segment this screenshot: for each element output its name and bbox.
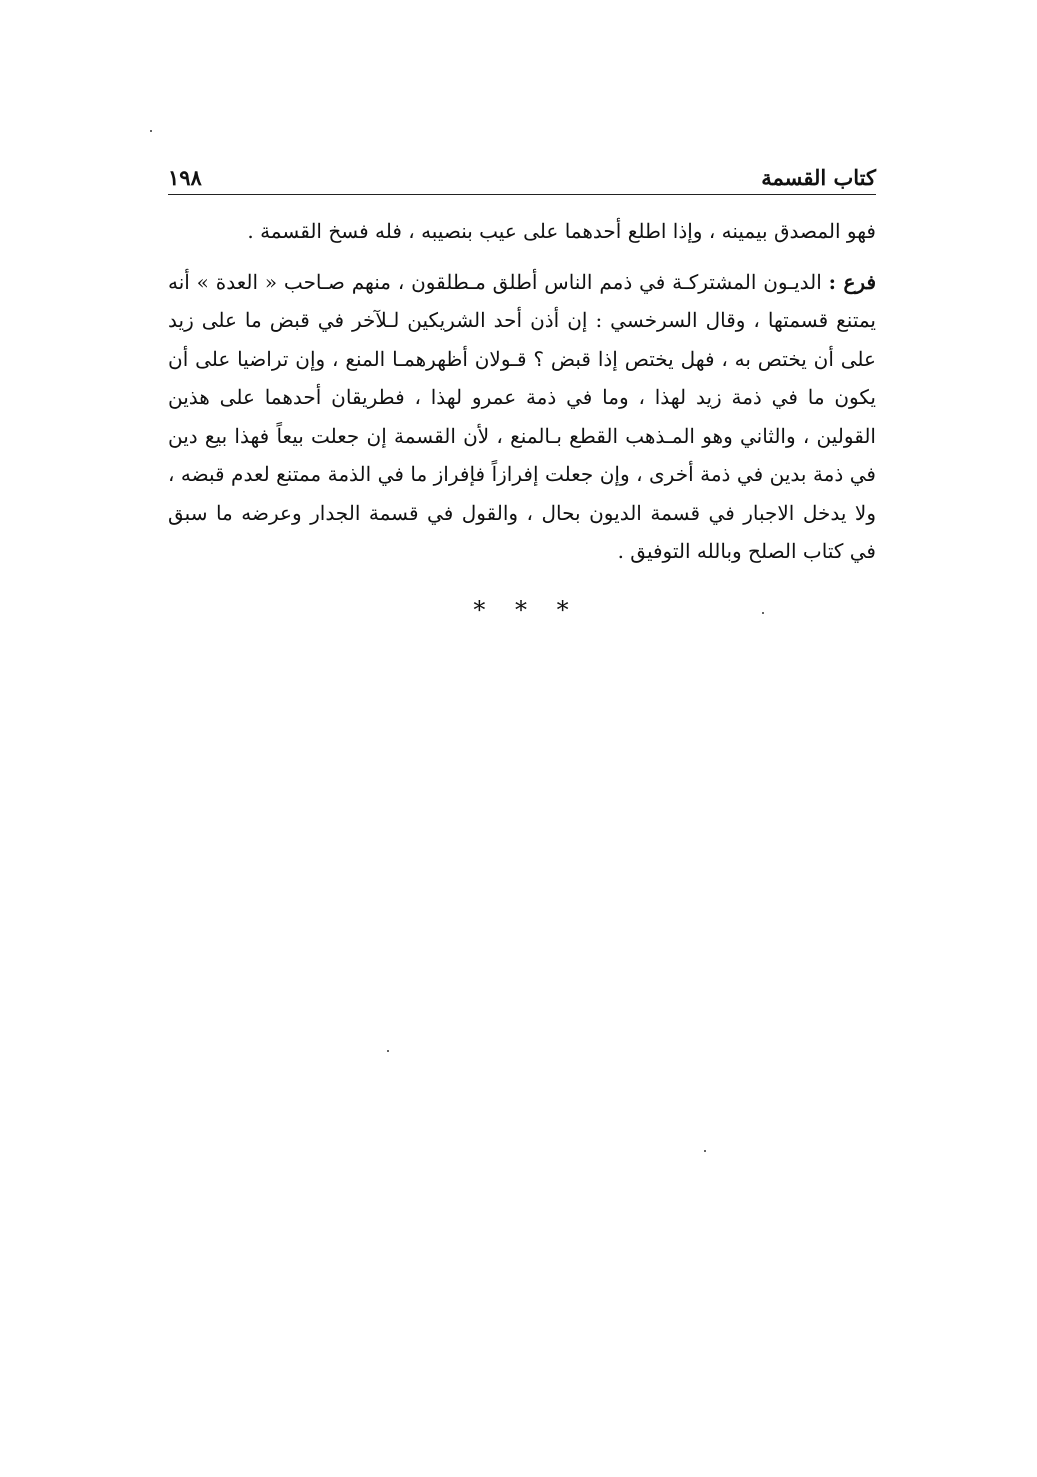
paragraph <box>168 263 876 571</box>
paragraph-text: الديـون المشتركـة في ذمم الناس أطلق مـطلقون ، منهم صـاحب « العدة » أنه يمتنع قسمتها ، وقال السرخسي : إن أذن أحد الشريكين لـلآخر في قبض ما على زيد على أن يختص به ، فهل يختص إذا قبض ؟ قـولان أظهرهمـا المنع ، وإن تراضيا على أن يكون ما في ذمة زيد لهذا ، وما في ذمة عمرو لهذا ، فطريقان أحدهما على هذين القولين ، والثاني وهو المـذهب القطع بـالمنع ، لأن القسمة إن جعلت بيعاً فهذا بيع دين في ذمة بدين في ذمة أخرى ، وإن جعلت إفرازاً فإفراز ما في الذمة ممتنع لعدم قبضه ، ولا يدخل الاجبار في قسمة الديون بحال ، والقول في قسمة الجدار وعرضه ما سبق في كتاب الصلح وبالله التوفيق . <box>168 269 876 563</box>
body-text <box>168 212 876 571</box>
running-header <box>168 150 876 195</box>
scan-speck <box>762 612 764 614</box>
scan-speck <box>704 1150 706 1152</box>
paragraph: فهو المصدق بيمينه ، وإذا اطلع أحدهما على عيب بنصيبه ، فله فسخ القسمة . <box>247 219 876 243</box>
scan-speck <box>387 1050 389 1052</box>
scan-speck <box>150 130 152 132</box>
page-number: ١٩٨ <box>168 165 202 190</box>
section-lead: فرع : <box>828 269 877 294</box>
section-separator: * * * <box>473 596 571 624</box>
running-title: كتاب القسمة <box>761 165 876 190</box>
